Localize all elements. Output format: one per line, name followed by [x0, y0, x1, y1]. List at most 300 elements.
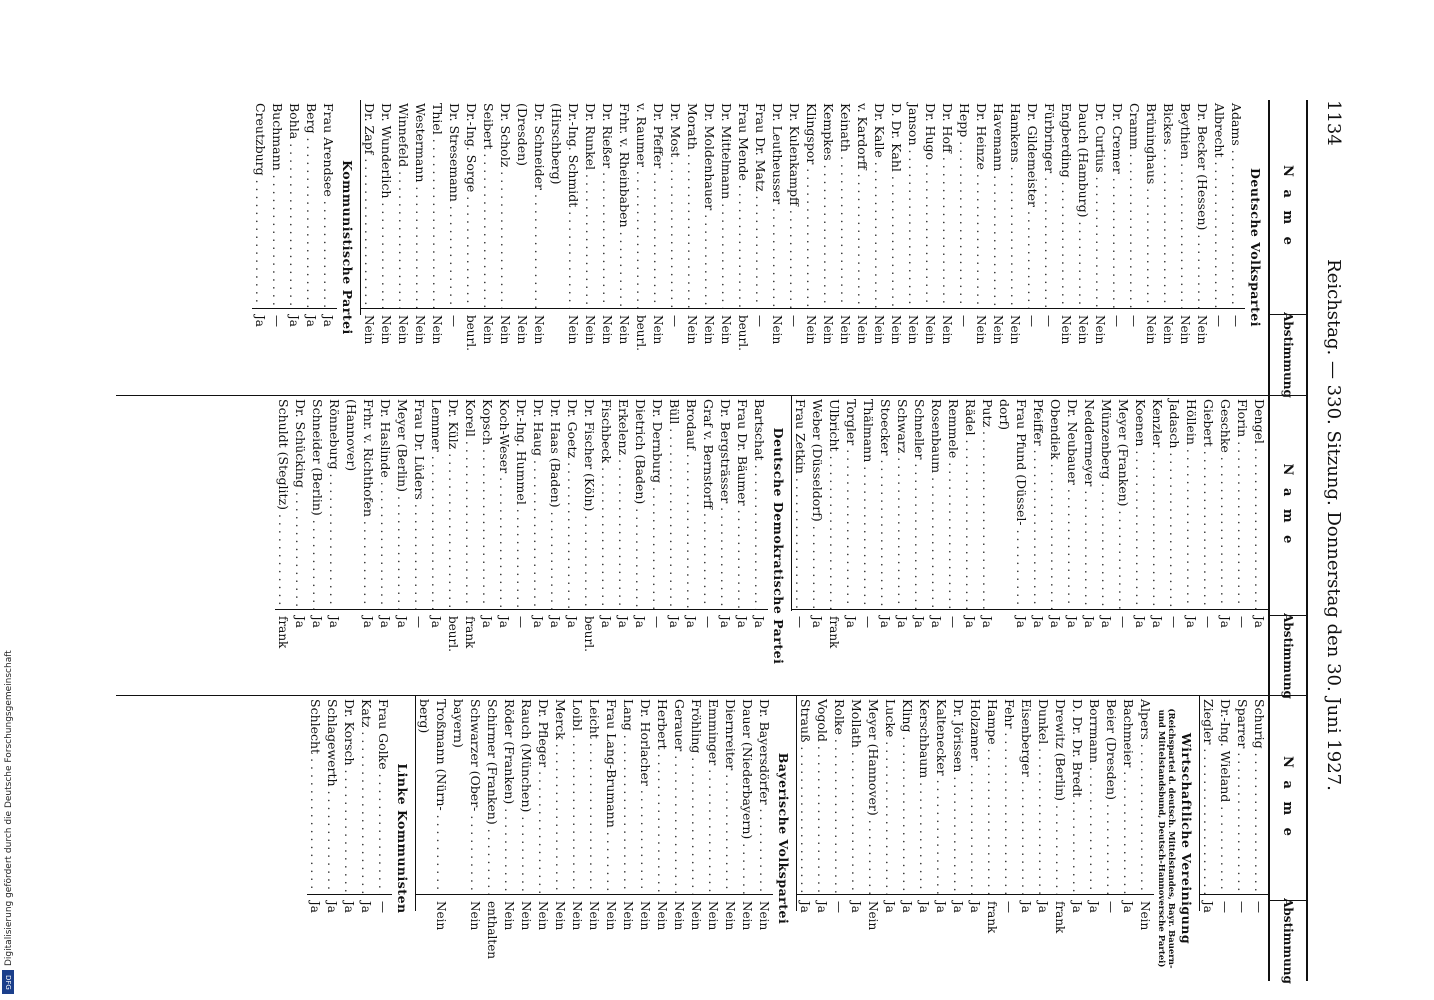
member-name: Rädel . . .: [963, 396, 978, 609]
member-name: Dr. Zapf . . .: [362, 100, 377, 308]
party-title: Deutsche Demokratische Partei: [771, 427, 786, 665]
member-vote: Ja: [877, 609, 894, 696]
member-vote: Ja: [326, 609, 343, 696]
member-name: Meyer (Franken) . . .: [1116, 396, 1131, 609]
member-name: Schneider (Berlin) . . .: [310, 396, 325, 609]
member-vote: Ja: [1013, 609, 1030, 696]
member-name: Merck . . .: [553, 696, 568, 894]
vote-header: Abstimmung: [1270, 615, 1306, 696]
group-divider: [796, 696, 797, 911]
member-row: [1137, 696, 1154, 981]
member-name: dorf): [997, 399, 1012, 431]
member-row: [428, 396, 445, 696]
member-row: [756, 696, 773, 981]
member-row: [1143, 100, 1160, 395]
member-name: Ziegler . . .: [1201, 696, 1216, 894]
member-vote: Ja: [1047, 609, 1064, 696]
member-name: Janson . . .: [906, 100, 921, 308]
member-vote: —: [513, 609, 530, 696]
member-vote: Ja: [1064, 609, 1081, 696]
member-name: Pfeiffer . . .: [1031, 396, 1046, 609]
member-name: Obendiek . . .: [1048, 396, 1063, 609]
member-row: [899, 696, 916, 981]
member-row: [375, 696, 392, 981]
member-vote: Ja: [666, 609, 683, 696]
member-vote: —: [786, 308, 803, 395]
member-name: Klingspor . . .: [804, 100, 819, 308]
member-vote: —: [1109, 308, 1126, 395]
member-name: Eisenberger . . .: [1019, 696, 1034, 894]
member-vote: Nein: [739, 894, 756, 981]
member-vote: —: [1234, 894, 1251, 981]
member-name: Dr. Külz . . .: [446, 396, 461, 609]
member-vote: Nein: [412, 308, 429, 395]
member-row: [848, 696, 865, 981]
member-vote: Nein: [518, 894, 535, 981]
group-divider: [791, 396, 792, 611]
member-name: Gerauer . . .: [672, 696, 687, 894]
member-name: Frau Zetkin . . .: [793, 396, 808, 609]
member-row: [956, 100, 973, 395]
member-vote: Ja: [358, 894, 375, 981]
member-name: (Dresden): [515, 103, 530, 167]
member-vote: —: [411, 609, 428, 696]
member-vote: Nein: [973, 308, 990, 395]
member-name: D. Dr. Kahl . . .: [889, 100, 904, 308]
member-row: [786, 100, 803, 395]
member-row: [1081, 396, 1098, 696]
member-row: [933, 696, 950, 981]
member-name: Holzamer . . .: [968, 696, 983, 894]
name-header: N a m e: [1280, 756, 1296, 840]
party-title: Wirtschaftliche Vereinigung: [1179, 732, 1194, 945]
member-vote: Nein: [922, 308, 939, 395]
member-name: Winnefeld . . .: [396, 100, 411, 308]
member-vote: Nein: [603, 894, 620, 981]
member-vote: Nein: [620, 894, 637, 981]
member-name: Dauer (Niederbayern) . . .: [740, 696, 755, 894]
member-row: [518, 696, 535, 981]
member-vote: frank: [1052, 894, 1069, 981]
member-vote: Nein: [586, 894, 603, 981]
member-row: [1160, 100, 1177, 395]
member-vote: Nein: [837, 308, 854, 395]
member-row: [552, 696, 569, 981]
member-vote: Nein: [905, 308, 922, 395]
member-name: Frau Dr. Matz . . .: [753, 100, 768, 308]
member-row: [1132, 396, 1149, 696]
member-row: [1126, 100, 1143, 395]
member-name: Dr.-Ing. Schmidt . . .: [566, 100, 581, 308]
member-vote: beurl.: [735, 308, 752, 395]
member-row: [814, 696, 831, 981]
member-name: Havemann . . .: [991, 100, 1006, 308]
member-vote: —: [1024, 308, 1041, 395]
member-row: [1103, 696, 1120, 981]
member-name: Dr. Haug . . .: [531, 396, 546, 609]
member-vote: frank: [462, 609, 479, 696]
member-name: v. Kardorff . . .: [855, 100, 870, 308]
member-name: Cramm . . .: [1127, 100, 1142, 308]
member-vote: Ja: [564, 609, 581, 696]
member-row: [1052, 696, 1069, 981]
member-row: [252, 100, 269, 395]
member-vote: Ja: [307, 894, 324, 981]
member-vote: Nein: [501, 894, 518, 981]
member-vote: Nein: [1058, 308, 1075, 395]
member-name: Dr. Curtius . . .: [1093, 100, 1108, 308]
member-row: [514, 100, 531, 395]
member-vote: Ja: [683, 609, 700, 696]
member-row: [1030, 396, 1047, 696]
member-vote: Nein: [497, 308, 514, 395]
member-vote: Ja: [1030, 609, 1047, 696]
member-row: [416, 696, 433, 981]
member-name: Bachmeier . . .: [1121, 696, 1136, 894]
member-vote: Ja: [1183, 609, 1200, 696]
member-name: Katz . . .: [359, 696, 374, 894]
member-name: Dengel . . .: [1252, 396, 1267, 609]
member-row: [343, 396, 360, 696]
member-vote: [416, 894, 433, 981]
member-vote: Nein: [990, 308, 1007, 395]
member-row: [582, 100, 599, 395]
member-vote: Ja: [252, 308, 269, 395]
member-name: (Hirschberg): [549, 103, 564, 185]
member-vote: Ja: [950, 894, 967, 981]
member-row: [480, 100, 497, 395]
member-row: [360, 396, 377, 696]
member-row: [911, 396, 928, 696]
member-vote: Ja: [1018, 894, 1035, 981]
member-row: [637, 696, 654, 981]
member-row: [1217, 696, 1234, 981]
member-row: [275, 396, 292, 696]
member-vote: Ja: [797, 894, 814, 981]
member-row: [1013, 396, 1030, 696]
member-row: [865, 696, 882, 981]
member-row: [496, 396, 513, 696]
member-vote: Nein: [1177, 308, 1194, 395]
member-row: [1098, 396, 1115, 696]
member-vote: frank: [275, 609, 292, 696]
member-name: Hampe . . .: [985, 696, 1000, 894]
member-row: [463, 100, 480, 395]
member-row: [1041, 100, 1058, 395]
member-name: Lang . . .: [621, 696, 636, 894]
member-row: [513, 396, 530, 696]
member-name: Höllein . . .: [1184, 396, 1199, 609]
member-vote: —: [667, 308, 684, 395]
member-vote: —: [1001, 894, 1018, 981]
member-row: [341, 696, 358, 981]
member-name: Putz . . .: [980, 396, 995, 609]
member-vote: —: [375, 894, 392, 981]
member-name: Dr. Heinze . . .: [974, 100, 989, 308]
member-vote: —: [269, 308, 286, 395]
member-row: [446, 100, 463, 395]
member-row: [739, 696, 756, 981]
member-name: Diernreiter . . .: [723, 696, 738, 894]
member-row: [962, 396, 979, 696]
member-vote: Ja: [894, 609, 911, 696]
member-name: Brüninghaus . . .: [1144, 100, 1159, 308]
member-vote: Nein: [1143, 308, 1160, 395]
member-row: [654, 696, 671, 981]
member-name: Hepp . . .: [957, 100, 972, 308]
member-name: Engberding . . .: [1059, 100, 1074, 308]
name-header: N a m e: [1280, 165, 1296, 249]
member-vote: Ja: [1132, 609, 1149, 696]
member-row: [586, 696, 603, 981]
member-row: [751, 396, 768, 696]
member-name: Rolke . . .: [832, 696, 847, 894]
member-row: [1217, 396, 1234, 696]
member-name: Morath . . .: [685, 100, 700, 308]
member-name: Schirmer (Franken) . . .: [485, 696, 500, 894]
member-vote: enthalten: [484, 894, 501, 981]
member-vote: Ja: [1251, 609, 1268, 696]
member-row: [871, 100, 888, 395]
member-row: [1194, 100, 1211, 395]
member-name: Geschke . . .: [1218, 396, 1233, 609]
member-row: [717, 396, 734, 696]
member-vote: Nein: [688, 894, 705, 981]
member-name: Dr. Runkel . . .: [583, 100, 598, 308]
member-row: [394, 396, 411, 696]
member-vote: [450, 894, 467, 981]
member-row: [412, 100, 429, 395]
member-vote: Nein: [637, 894, 654, 981]
member-name: Bickes . . .: [1161, 100, 1176, 308]
member-name: Meyer (Berlin) . . .: [395, 396, 410, 609]
member-row: [598, 396, 615, 696]
member-vote: Ja: [848, 894, 865, 981]
member-vote: Nein: [552, 894, 569, 981]
member-name: Dr. Moldenhauer . . .: [702, 100, 717, 308]
member-name: Dr. Stresemann . . .: [447, 100, 462, 308]
member-vote: Nein: [599, 308, 616, 395]
member-name: Dr.-Ing. Wieland . . .: [1218, 696, 1233, 894]
member-row: [973, 100, 990, 395]
member-row: [649, 396, 666, 696]
member-vote: [343, 609, 360, 696]
member-name: Herbert . . .: [655, 696, 670, 894]
member-vote: beurl.: [445, 609, 462, 696]
member-row: [718, 100, 735, 395]
member-row: [303, 100, 320, 395]
member-name: Adams . . .: [1229, 100, 1244, 308]
member-row: [843, 396, 860, 696]
member-row: [888, 100, 905, 395]
member-row: [1234, 396, 1251, 696]
member-vote: Ja: [530, 609, 547, 696]
member-name: Schlecht . . .: [308, 696, 323, 894]
member-vote: Nein: [671, 894, 688, 981]
member-name: Kempkes . . .: [821, 100, 836, 308]
member-vote: Ja: [377, 609, 394, 696]
member-name: Dr. Dernburg . . .: [650, 396, 665, 609]
page-sheet: [110, 70, 1350, 984]
member-vote: Ja: [309, 609, 326, 696]
member-name: Remmele . . .: [946, 396, 961, 609]
member-name: Stoecker . . .: [878, 396, 893, 609]
member-row: [569, 696, 586, 981]
member-vote: Ja: [899, 894, 916, 981]
member-name: Dr. Kalle . . .: [872, 100, 887, 308]
member-vote: Nein: [803, 308, 820, 395]
member-vote: beurl.: [581, 609, 598, 696]
member-vote: Nein: [705, 894, 722, 981]
member-name: Korell . . .: [463, 396, 478, 609]
member-vote: —: [1211, 308, 1228, 395]
member-vote: Ja: [303, 308, 320, 395]
member-name: Borrmann . . .: [1087, 696, 1102, 894]
member-row: [429, 100, 446, 395]
member-row: [734, 396, 751, 696]
member-row: [581, 396, 598, 696]
member-name: Bohla . . .: [287, 100, 302, 308]
member-vote: Ja: [292, 609, 309, 696]
member-vote: Ja: [911, 609, 928, 696]
column-2: [116, 395, 1308, 699]
member-name: Keinath . . .: [838, 100, 853, 308]
member-name: Dr. Kulenkampff . . .: [787, 100, 802, 308]
member-name: Fürbringer . . .: [1042, 100, 1057, 308]
member-name: Kopsch . . .: [480, 396, 495, 609]
member-name: Dr. Haas (Baden) . . .: [548, 396, 563, 609]
member-vote: —: [1200, 609, 1217, 696]
member-name: Hamkens . . .: [1008, 100, 1023, 308]
member-row: [769, 100, 786, 395]
member-name: Florin . . .: [1235, 396, 1250, 609]
member-name: Dr. Hoff . . .: [940, 100, 955, 308]
member-row: [1024, 100, 1041, 395]
member-name: Dr. Rießer . . .: [600, 100, 615, 308]
member-name: Dr. Bayersdörfer . . .: [757, 696, 772, 894]
member-vote: Nein: [939, 308, 956, 395]
member-name: Schwarz . . .: [895, 396, 910, 609]
party-title: Kommunistische Partei: [340, 160, 355, 335]
member-name: Jadasch . . .: [1167, 396, 1182, 609]
member-name: Koenen . . .: [1133, 396, 1148, 609]
member-row: [633, 100, 650, 395]
member-vote: —: [1103, 894, 1120, 981]
member-vote: Ja: [717, 609, 734, 696]
member-vote: —: [860, 609, 877, 696]
member-name: Vogold . . .: [815, 696, 830, 894]
member-vote: —: [1217, 894, 1234, 981]
member-name: Dr. Wunderlich . . .: [379, 100, 394, 308]
member-vote: Nein: [1194, 308, 1211, 395]
member-vote: Nein: [820, 308, 837, 395]
member-vote: frank: [984, 894, 1001, 981]
member-name: Dr. Scholz . . .: [498, 100, 513, 308]
member-row: [450, 696, 467, 981]
member-row: [632, 396, 649, 696]
member-row: [1183, 396, 1200, 696]
member-name: Loibl . . .: [570, 696, 585, 894]
member-row: [530, 396, 547, 696]
member-vote: Nein: [565, 308, 582, 395]
member-name: Schwarzer (Ober- . . .: [468, 696, 483, 894]
member-name: Drewitz (Berlin) . . .: [1053, 696, 1068, 894]
member-row: [792, 396, 809, 696]
member-row: [683, 396, 700, 696]
member-row: [752, 100, 769, 395]
member-name: Kenzler . . .: [1150, 396, 1165, 609]
member-vote: Ja: [814, 894, 831, 981]
member-name: Lemmer . . .: [429, 396, 444, 609]
member-vote: Nein: [718, 308, 735, 395]
member-vote: Ja: [1069, 894, 1086, 981]
member-name: Röder (Franken) . . .: [502, 696, 517, 894]
member-name: Emminger . . .: [706, 696, 721, 894]
member-name: Dr. Most . . .: [668, 100, 683, 308]
member-vote: Nein: [378, 308, 395, 395]
member-name: Dr. Schneider . . .: [532, 100, 547, 308]
member-row: [1064, 396, 1081, 696]
member-name: Fröhling . . .: [689, 696, 704, 894]
member-row: [484, 696, 501, 981]
member-vote: Nein: [467, 894, 484, 981]
member-vote: Ja: [734, 609, 751, 696]
member-row: [564, 396, 581, 696]
member-row: [1251, 396, 1268, 696]
member-name: Dr. Leutheusser . . .: [770, 100, 785, 308]
member-vote: Ja: [615, 609, 632, 696]
member-vote: Ja: [882, 894, 899, 981]
member-vote: —: [1228, 308, 1245, 395]
member-row: [1058, 100, 1075, 395]
member-vote: beurl.: [633, 308, 650, 395]
member-row: [1075, 100, 1092, 395]
member-name: Fehr . . .: [1002, 696, 1017, 894]
member-vote: Ja: [809, 609, 826, 696]
member-name: Berg . . .: [304, 100, 319, 308]
member-row: [797, 696, 814, 981]
member-row: [831, 696, 848, 981]
member-name: Neddermeyer . . .: [1082, 396, 1097, 609]
group-divider: [415, 696, 416, 911]
member-name: Beythien . . .: [1178, 100, 1193, 308]
member-row: [809, 396, 826, 696]
member-name: Dietrich (Baden) . . .: [633, 396, 648, 609]
member-name: Mollath . . .: [849, 696, 864, 894]
member-row: [324, 696, 341, 981]
member-name: Büll . . .: [667, 396, 682, 609]
member-row: [1251, 696, 1268, 981]
member-vote: Ja: [1149, 609, 1166, 696]
member-row: [531, 100, 548, 395]
member-row: [922, 100, 939, 395]
member-vote: Ja: [751, 609, 768, 696]
member-row: [565, 100, 582, 395]
member-vote: Ja: [916, 894, 933, 981]
member-vote: Nein: [684, 308, 701, 395]
member-row: [548, 100, 565, 395]
member-vote: Nein: [769, 308, 786, 395]
member-vote: —: [700, 609, 717, 696]
member-vote: —: [446, 308, 463, 395]
member-row: [894, 396, 911, 696]
member-row: [979, 396, 996, 696]
member-vote: Nein: [1075, 308, 1092, 395]
member-row: [1007, 100, 1024, 395]
member-name: Dr. Schücking . . .: [293, 396, 308, 609]
member-vote: Ja: [1086, 894, 1103, 981]
member-name: Sparrer . . .: [1235, 696, 1250, 894]
